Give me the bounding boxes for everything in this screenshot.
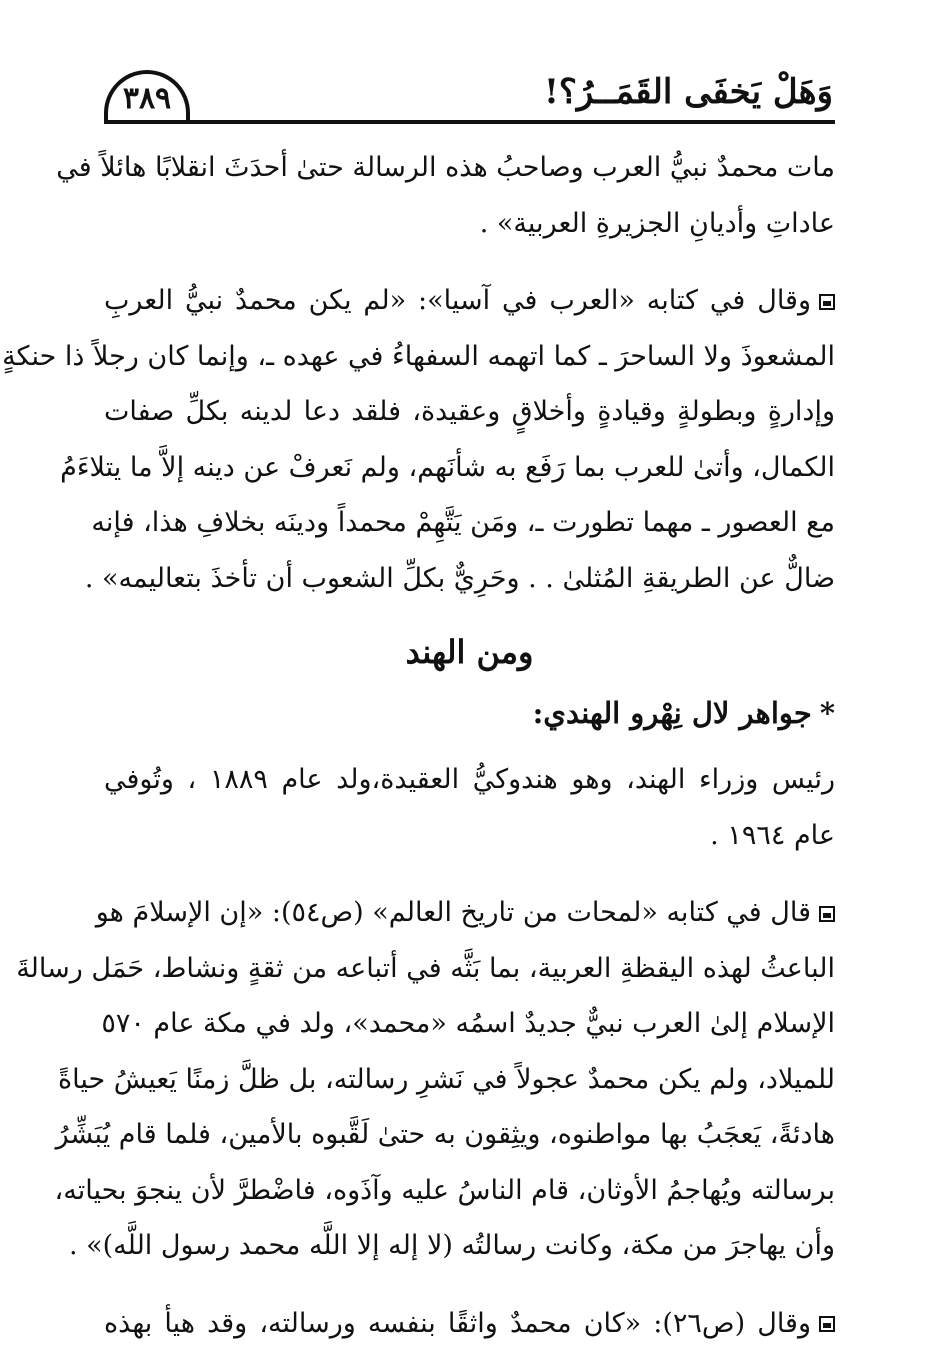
square-bullet-icon (819, 1316, 835, 1332)
paragraph-4 (16, 885, 835, 1274)
text-line: عاداتِ وأديانِ الجزيرةِ العربية» . (479, 207, 835, 239)
running-title: وَهَلْ يَخفَى القَمَــرُ؟! (543, 72, 833, 112)
paragraph-5 (104, 1296, 835, 1352)
text-line: مع العصور ـ مهما تطورت ـ، ومَن يَتَّهِمْ محمداً ودينَه بخلافِ هذا، فإنه (91, 507, 835, 538)
asterisk-icon: * (819, 696, 835, 730)
text-line: المشعوذَ ولا الساحرَ ـ كما اتهمه السفهاءُ في عهده ـ، وإنما كان رجلاً ذا حنكةٍ (2, 340, 835, 372)
text-line: الباعثُ لهذه اليقظةِ العربية، بما بَثَّه في أتباعه من ثقةٍ ونشاط، حَمَل رسالةَ (16, 952, 835, 984)
page-number: ٣٨٩ (104, 70, 190, 120)
text-line: للميلاد، ولم يكن محمدٌ عجولاً في نَشرِ رسالته، بل ظلَّ زمنًا يَعيشُ حياةً (58, 1063, 835, 1095)
square-bullet-icon (819, 294, 835, 310)
paragraph-2 (2, 273, 835, 606)
text-line-content: وقال (ص٢٦): «كان محمدٌ واثقًا بنفسه ورسالته، وقد هيأ بهذه (104, 1307, 811, 1339)
paragraph-3 (104, 752, 835, 863)
text-line: مات محمدٌ نبيُّ العرب وصاحبُ هذه الرسالة حتىٰ أحدَثَ انقلابًا هائلاً في (56, 152, 835, 183)
text-line: ضالٌّ عن الطريقةِ المُثلىٰ . . وحَرِيٌّ بكلِّ الشعوب أن تأخذَ بتعاليمه» . (84, 562, 835, 594)
text-line: هادئةً، يَعجَبُ بها مواطنوه، ويثِقون به حتىٰ لَقَّبوه بالأمين، فلما قام يُبَشِّرُ (55, 1119, 835, 1150)
text-line: الكمال، وأتىٰ للعرب بما رَفَع به شأنَهم، ولم نَعرفْ عن دينه إلاَّ ما يتلاءَمُ (60, 451, 835, 483)
text-line (95, 885, 835, 941)
body-text (2, 140, 836, 1351)
text-line: وأن يهاجرَ من مكة، وكانت رسالتُه (لا إله إلا اللَّه محمد رسول اللَّه)» . (68, 1230, 835, 1261)
section-heading: ومن الهند (405, 633, 534, 671)
person-heading (104, 686, 835, 740)
text-line (104, 1296, 835, 1352)
text-line: برسالته ويُهاجمُ الأوثان، قام الناسُ عليه وآذَوه، فاضْطرَّ لأن ينجوَ بحياته، (54, 1174, 835, 1206)
paragraph-1 (56, 140, 835, 251)
text-line: وإدارةٍ وبطولةٍ وقيادةٍ وأخلاقٍ وعقيدة، فلقد دعا لدينه بكلِّ صفات (104, 396, 835, 427)
text-line: رئيس وزراء الهند، وهو هندوكيُّ العقيدة،ولد عام ١٨٨٩ ، وتُوفي (104, 764, 836, 795)
square-bullet-icon (819, 906, 835, 922)
text-line: الإسلام إلىٰ العرب نبيٌّ جديدٌ اسمُه «محمد»، ولد في مكة عام ٥٧٠ (101, 1008, 835, 1039)
text-line-content: قال في كتابه «لمحات من تاريخ العالم» (ص٥٤): «إن الإسلامَ هو (95, 897, 811, 928)
text-line: عام ١٩٦٤ . (710, 819, 835, 851)
text-line (104, 273, 835, 329)
text-line-content: وقال في كتابه «العرب في آسيا»: «لم يكن محمدٌ نبيُّ العربِ (104, 285, 811, 316)
person-name: جواهر لال نِهْرو الهندي: (532, 696, 812, 730)
header-rule (104, 120, 835, 124)
